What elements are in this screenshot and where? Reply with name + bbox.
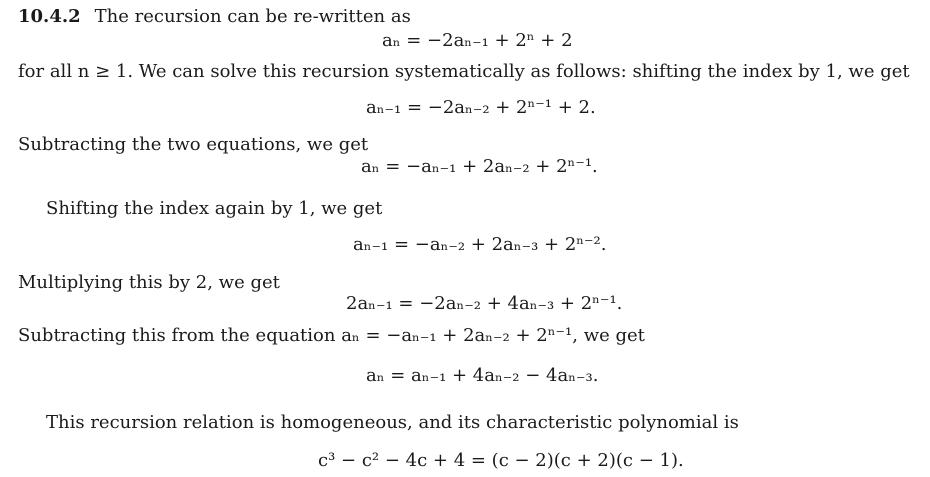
paragraph-5: Subtracting this from the equation aₙ = −aₙ₋₁ + 2aₙ₋₂ + 2ⁿ⁻¹, we get	[18, 325, 645, 346]
equation-7: c³ − c² − 4c + 4 = (c − 2)(c + 2)(c − 1).	[318, 450, 684, 471]
paragraph-4: Multiplying this by 2, we get	[18, 272, 280, 293]
equation-2: aₙ₋₁ = −2aₙ₋₂ + 2ⁿ⁻¹ + 2.	[366, 97, 596, 118]
intro-text: The recursion can be re-written as	[94, 6, 411, 27]
equation-1: aₙ = −2aₙ₋₁ + 2ⁿ + 2	[382, 30, 573, 51]
paragraph-3: Shifting the index again by 1, we get	[46, 198, 383, 219]
equation-6: aₙ = aₙ₋₁ + 4aₙ₋₂ − 4aₙ₋₃.	[366, 365, 599, 386]
problem-number: 10.4.2	[18, 6, 81, 27]
intro-line	[18, 6, 411, 28]
paragraph-2: Subtracting the two equations, we get	[18, 134, 369, 155]
equation-3: aₙ = −aₙ₋₁ + 2aₙ₋₂ + 2ⁿ⁻¹.	[361, 156, 598, 177]
equation-4: aₙ₋₁ = −aₙ₋₂ + 2aₙ₋₃ + 2ⁿ⁻².	[353, 234, 607, 255]
equation-5: 2aₙ₋₁ = −2aₙ₋₂ + 4aₙ₋₃ + 2ⁿ⁻¹.	[346, 293, 623, 314]
paragraph-6: This recursion relation is homogeneous, and its characteristic polynomial is	[46, 412, 739, 433]
paragraph-1: for all n ≥ 1. We can solve this recursion systematically as follows: shifting the index by 1, we get	[18, 61, 910, 82]
